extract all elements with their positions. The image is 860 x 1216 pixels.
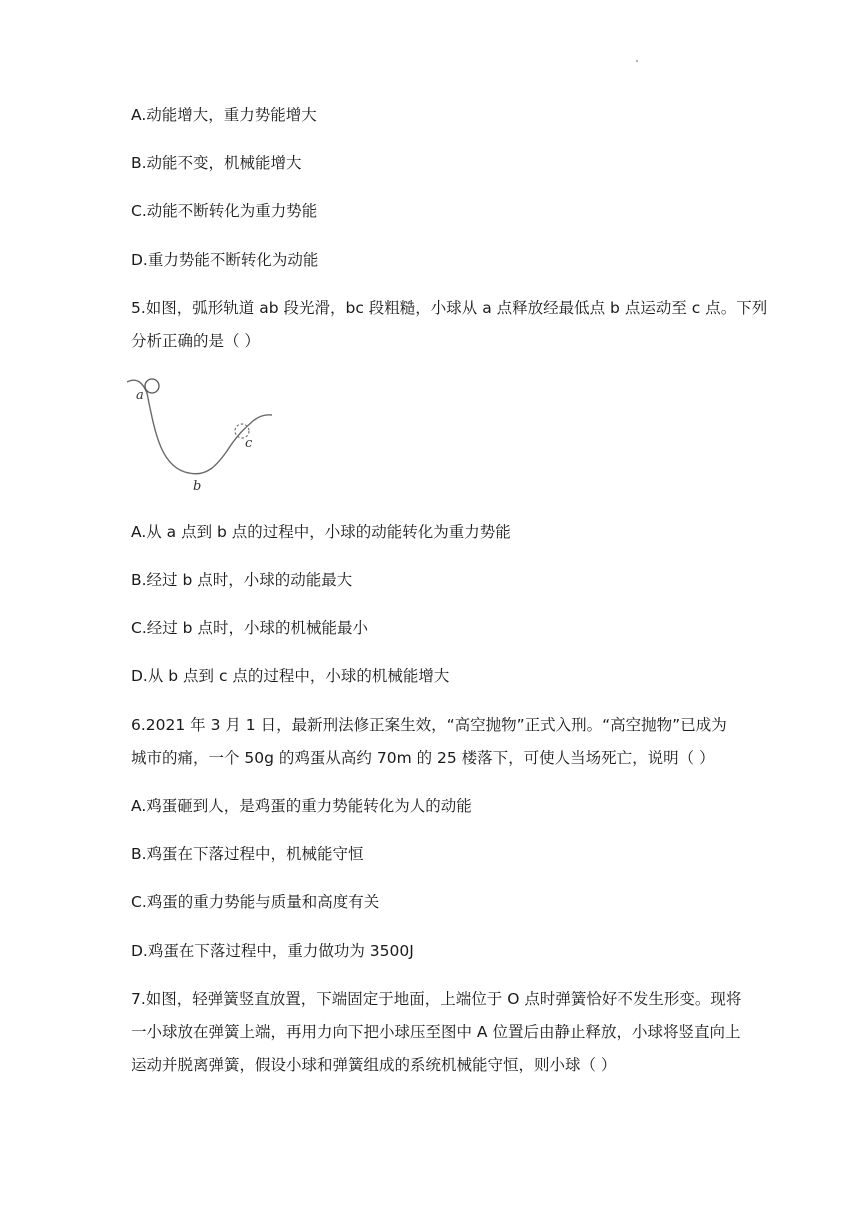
q6-option-a: A.鸡蛋砸到人，是鸡蛋的重力势能转化为人的动能 bbox=[131, 797, 472, 815]
q6-option-c: C.鸡蛋的重力势能与质量和高度有关 bbox=[131, 893, 380, 911]
q4-option-b: B.动能不变，机械能增大 bbox=[131, 154, 302, 172]
track-curve bbox=[127, 380, 272, 474]
q7-stem-line-1: 7.如图，轻弹簧竖直放置，下端固定于地面，上端位于 O 点时弹簧恰好不发生形变。现将 bbox=[131, 990, 742, 1008]
q5-option-d: D.从 b 点到 c 点的过程中，小球的机械能增大 bbox=[131, 667, 450, 685]
q6-stem-line-1: 6.2021 年 3 月 1 日，最新刑法修正案生效，“高空抛物”正式入刑。“高空抛物”已成为 bbox=[131, 716, 727, 734]
ball-at-a bbox=[145, 379, 159, 393]
q5-stem-line-1: 5.如图，弧形轨道 ab 段光滑，bc 段粗糙，小球从 a 点释放经最低点 b 点运动至 c 点。下列 bbox=[131, 299, 768, 317]
arc-track-figure bbox=[127, 373, 277, 493]
q5-option-b: B.经过 b 点时，小球的动能最大 bbox=[131, 571, 353, 589]
label-b: b bbox=[193, 479, 202, 493]
q6-stem-line-2: 城市的痛，一个 50g 的鸡蛋从高约 70m 的 25 楼落下，可使人当场死亡，说明（ ） bbox=[131, 749, 715, 767]
q7-stem-line-2: 一小球放在弹簧上端，再用力向下把小球压至图中 A 位置后由静止释放，小球将竖直向上 bbox=[131, 1023, 741, 1041]
q5-option-c: C.经过 b 点时，小球的机械能最小 bbox=[131, 619, 368, 637]
q6-option-d: D.鸡蛋在下落过程中，重力做功为 3500J bbox=[131, 942, 414, 960]
label-a: a bbox=[136, 388, 144, 403]
q4-option-c: C.动能不断转化为重力势能 bbox=[131, 202, 318, 220]
q4-option-a: A.动能增大，重力势能增大 bbox=[131, 106, 317, 124]
q4-option-d: D.重力势能不断转化为动能 bbox=[131, 251, 319, 269]
label-c: c bbox=[245, 436, 253, 451]
q7-stem-line-3: 运动并脱离弹簧，假设小球和弹簧组成的系统机械能守恒，则小球（ ） bbox=[131, 1056, 617, 1074]
q6-option-b: B.鸡蛋在下落过程中，机械能守恒 bbox=[131, 845, 364, 863]
page-dot-mark bbox=[636, 60, 638, 62]
q5-option-a: A.从 a 点到 b 点的过程中，小球的动能转化为重力势能 bbox=[131, 523, 511, 541]
q5-stem-line-2: 分析正确的是（ ） bbox=[131, 332, 260, 350]
